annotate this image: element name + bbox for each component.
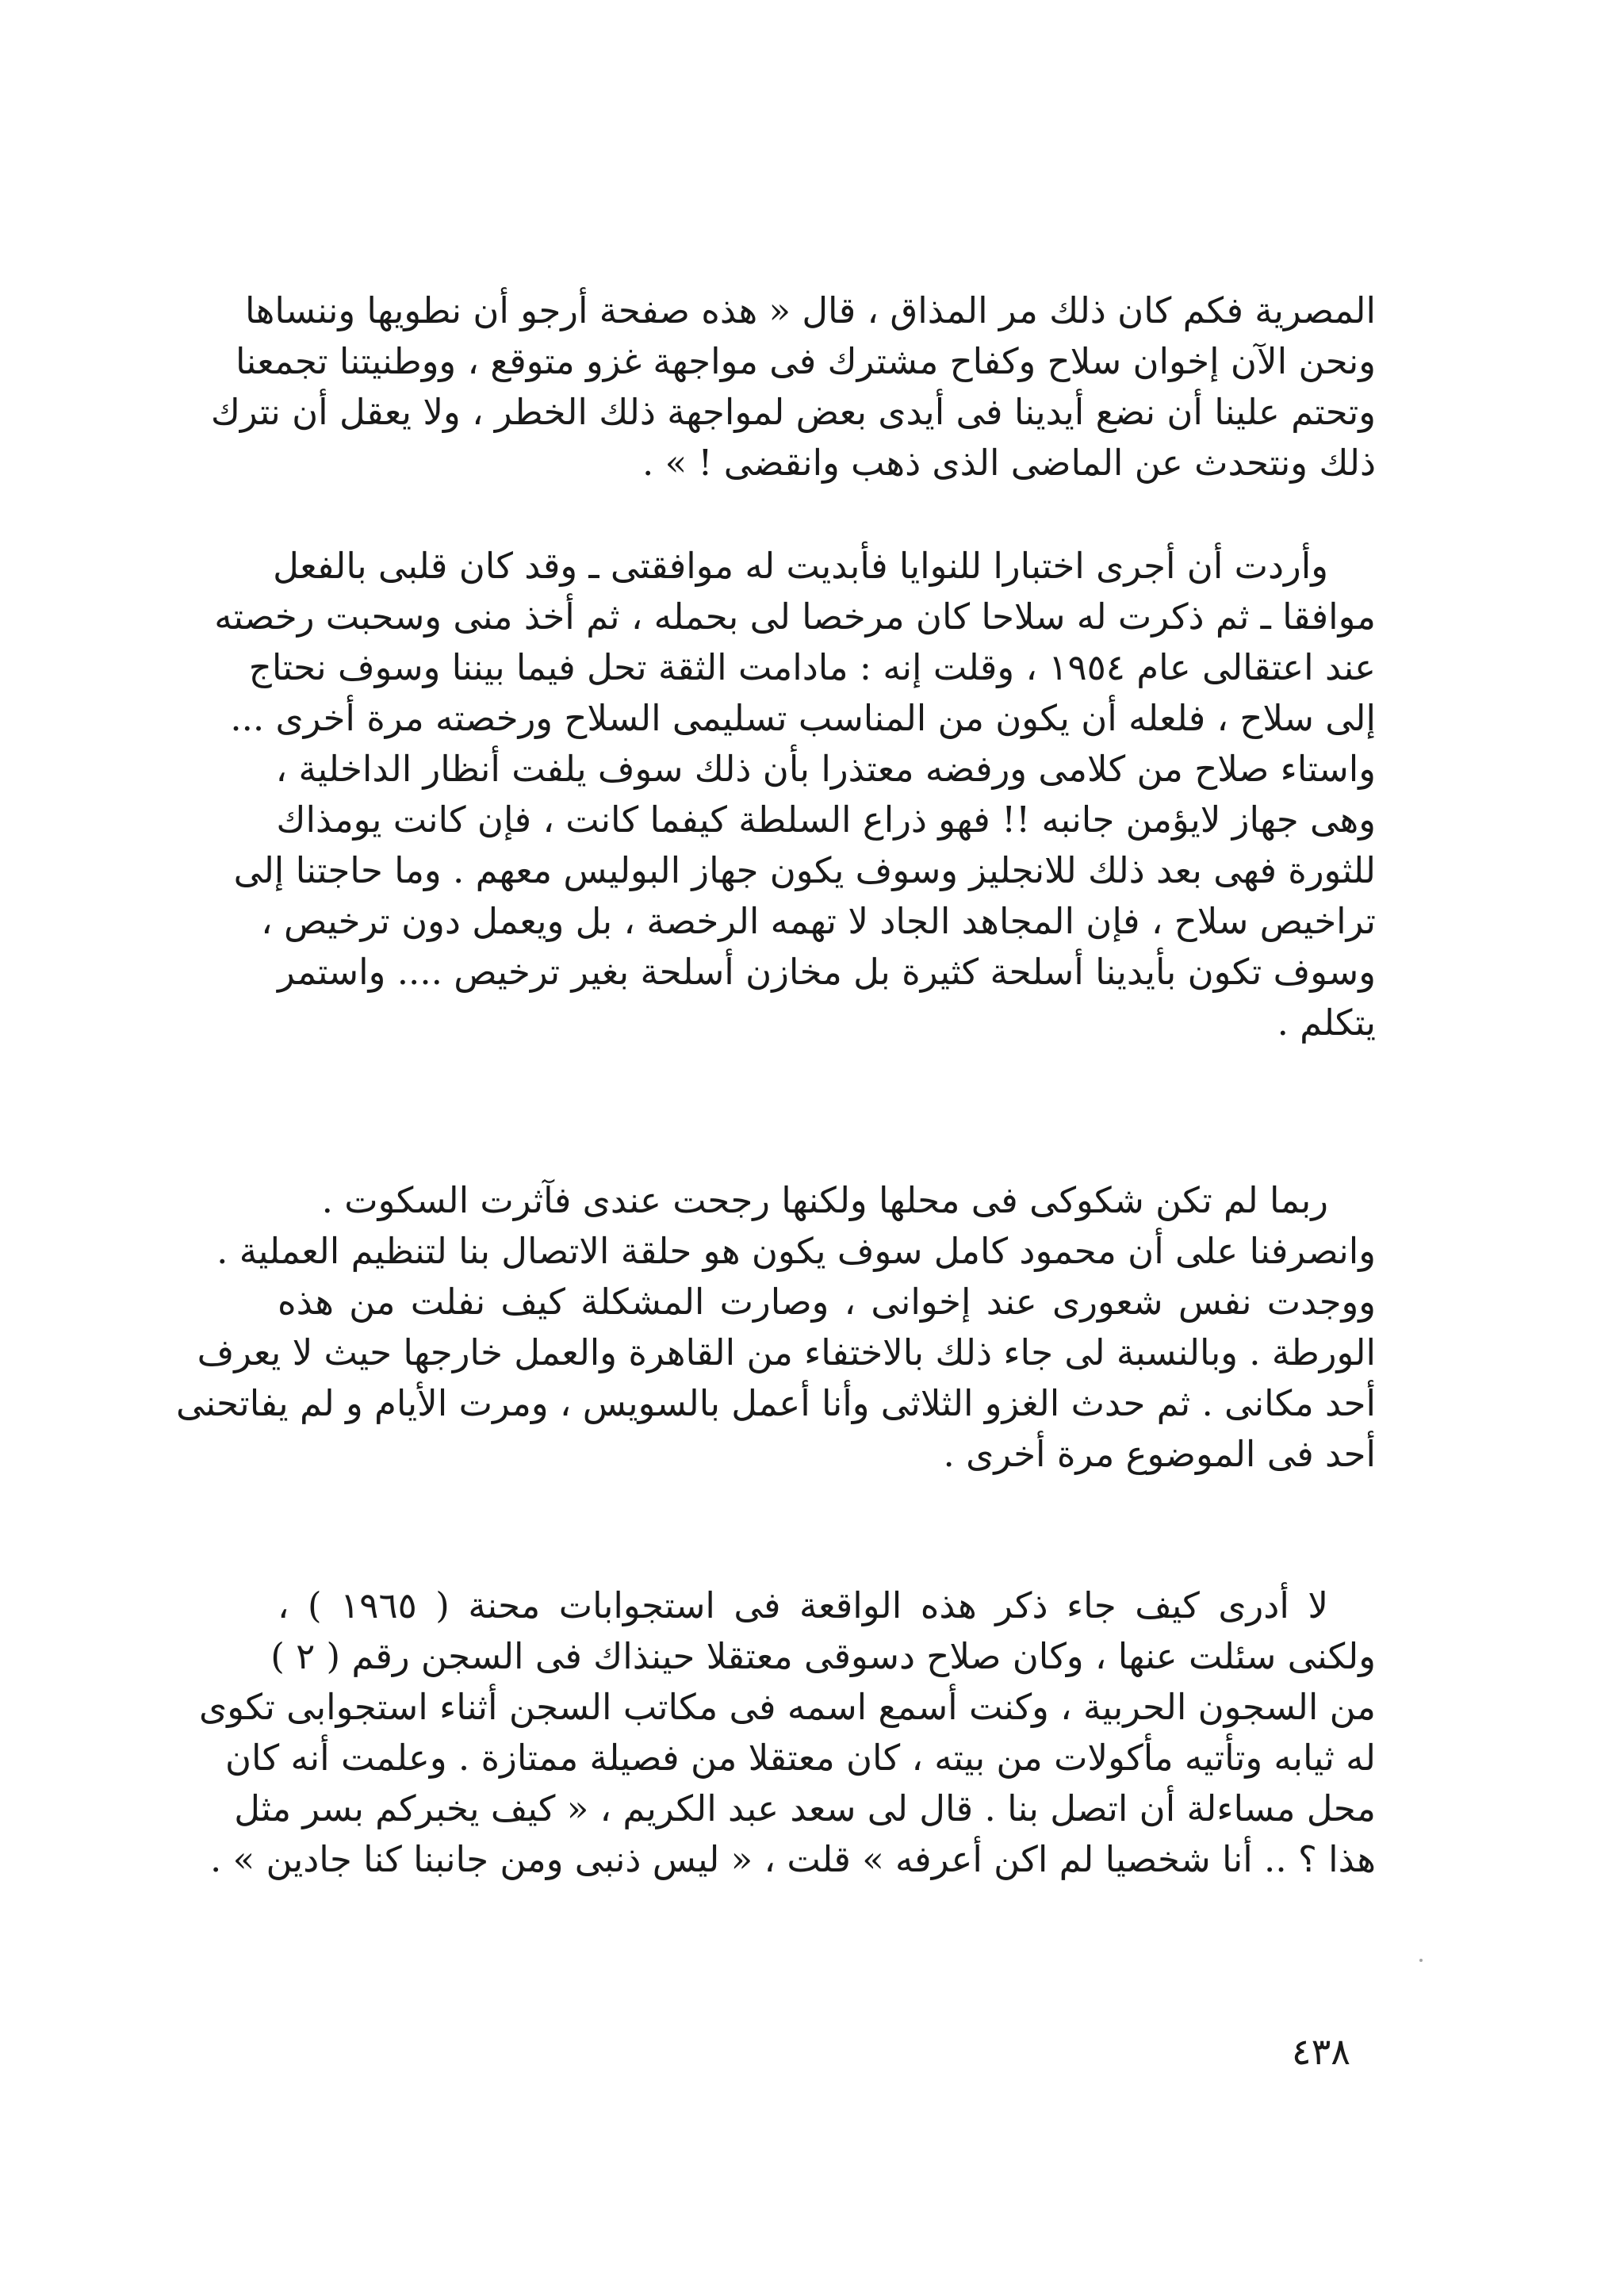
text-line: وهى جهاز لايؤمن جانبه !! فهو ذراع السلطة كيفما كانت ، فإن كانت يومذاك: [276, 799, 1376, 841]
text-line: وسوف تكون بأيدينا أسلحة كثيرة بل مخازن أسلحة بغير ترخيص .... واستمر: [278, 951, 1376, 993]
text-line: لا أدرى كيف جاء ذكر هذه الواقعة فى استجوابات محنة ( ١٩٦٥ ) ،: [278, 1584, 1328, 1626]
text-line: ربما لم تكن شكوكى فى محلها ولكنها رجحت عندى فآثرت السكوت .: [321, 1179, 1328, 1221]
page-number: ٤٣٨: [1291, 2030, 1350, 2073]
text-line: موافقا ـ ثم ذكرت له سلاحا كان مرخصا لى بحمله ، ثم أخذ منى وسحبت رخصته: [214, 596, 1376, 638]
text-line: ووجدت نفس شعورى عند إخوانى ، وصارت المشكلة كيف نفلت من هذه: [278, 1281, 1376, 1323]
paragraph-4: [199, 1580, 1376, 1885]
text-line: وانصرفنا على أن محمود كامل سوف يكون هو حلقة الاتصال بنا لتنظيم العملية .: [216, 1230, 1376, 1272]
text-line: ونحن الآن إخوان سلاح وكفاح مشترك فى مواجهة غزو متوقع ، ووطنيتنا تجمعنا: [235, 340, 1376, 382]
paragraph-2: [214, 541, 1376, 1048]
paragraph-1: [210, 285, 1376, 488]
text-line: يتكلم .: [1277, 1002, 1376, 1044]
text-line: أحد فى الموضوع مرة أخرى .: [943, 1433, 1376, 1475]
text-line: ذلك ونتحدث عن الماضى الذى ذهب وانقضى ! » .: [642, 442, 1376, 484]
paragraph-3: [176, 1175, 1376, 1480]
scan-speck: [1419, 1959, 1423, 1962]
text-line: له ثيابه وتأتيه مأكولات من بيته ، كان معتقلا من فصيلة ممتازة . وعلمت أنه كان: [225, 1737, 1376, 1779]
text-line: أحد مكانى . ثم حدث الغزو الثلاثى وأنا أعمل بالسويس ، ومرت الأيام و لم يفاتحنى: [176, 1382, 1376, 1424]
text-line: من السجون الحربية ، وكنت أسمع اسمه فى مكاتب السجن أثناء استجوابى تكوى: [199, 1686, 1376, 1728]
text-line: الورطة . وبالنسبة لى جاء ذلك بالاختفاء من القاهرة والعمل خارجها حيث لا يعرف: [197, 1331, 1376, 1373]
text-line: إلى سلاح ، فلعله أن يكون من المناسب تسليمى السلاح ورخصته مرة أخرى ...: [230, 697, 1376, 739]
text-line: وتحتم علينا أن نضع أيدينا فى أيدى بعض لمواجهة ذلك الخطر ، ولا يعقل أن نترك: [210, 391, 1376, 433]
text-line: محل مساءلة أن اتصل بنا . قال لى سعد عبد الكريم ، « كيف يخبركم بسر مثل: [234, 1787, 1376, 1829]
text-line: تراخيص سلاح ، فإن المجاهد الجاد لا تهمه الرخصة ، بل ويعمل دون ترخيص ،: [261, 900, 1376, 942]
text-line: عند اعتقالى عام ١٩٥٤ ، وقلت إنه : مادامت الثقة تحل فيما بيننا وسوف نحتاج: [248, 646, 1376, 688]
text-line: واستاء صلاح من كلامى ورفضه معتذرا بأن ذلك سوف يلفت أنظار الداخلية ،: [275, 748, 1376, 790]
text-line: وأردت أن أجرى اختبارا للنوايا فأبديت له موافقتى ـ وقد كان قلبى بالفعل: [273, 545, 1328, 587]
text-line: المصرية فكم كان ذلك مر المذاق ، قال « هذه صفحة أرجو أن نطويها وننساها: [244, 289, 1376, 331]
text-line: ولكنى سئلت عنها ، وكان صلاح دسوقى معتقلا حينذاك فى السجن رقم ( ٢ ): [270, 1635, 1376, 1677]
text-line: هذا ؟ .. أنا شخصيا لم اكن أعرفه » قلت ، « ليس ذنبى ومن جانبنا كنا جادين » .: [210, 1838, 1376, 1880]
text-line: للثورة فهى بعد ذلك للانجليز وسوف يكون جهاز البوليس معهم . وما حاجتنا إلى: [233, 849, 1376, 891]
